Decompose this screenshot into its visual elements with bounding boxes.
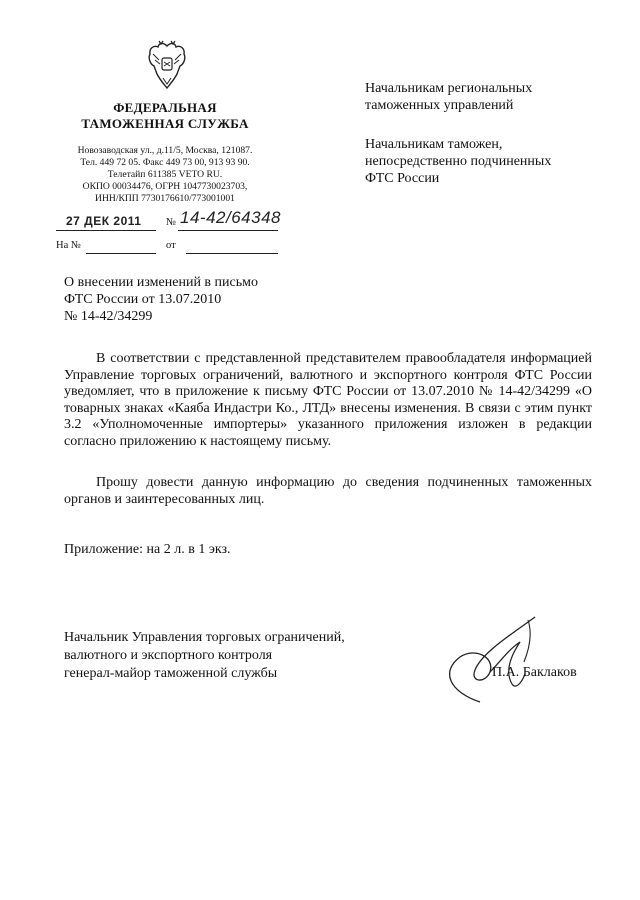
subject-line: № 14-42/34299 [64,309,153,324]
signature-title-line1: Начальник Управления торговых ограничений, [64,630,345,645]
handwritten-signature [420,612,570,707]
signer-name: П.А. Баклаков [492,665,577,680]
reference-number-line [86,253,156,254]
okpo-line: ОКПО 00034476, ОГРН 1047730023703, [82,181,248,192]
reference-date-label: от [166,240,176,251]
coat-of-arms-emblem [145,40,189,92]
number-underline [178,230,278,231]
organization-name-line1: ФЕДЕРАЛЬНАЯ [113,100,217,115]
reference-number-label: На № [56,240,81,251]
registration-number: 14-42/64348 [180,208,281,227]
recipient-line: таможенных управлений [365,98,514,113]
registration-date: 27 ДЕК 2011 [66,214,142,228]
recipient-line: непосредственно подчиненных [365,154,552,169]
body-paragraph-2: Прошу довести данную информацию до сведения подчиненных таможенных органов и заинтересованных лиц. [64,475,592,507]
organization-name-line2: ТАМОЖЕННАЯ СЛУЖБА [81,116,249,131]
address-line: Новозаводская ул., д.11/5, Москва, 121087. [77,145,253,156]
subject-line: ФТС России от 13.07.2010 [64,292,222,307]
body-paragraph-1: В соответствии с представленной представителем правообладателя информацией Управление торговых ограничений, валютного и экспортного контроля ФТС России уведомляет, что в приложение к письму ФТС России от 13.07.2010 № 14-42/34299 «О товарных знаках «Каяба Индастри Ко., ЛТД» внесены изменения. В связи с этим пункт 3.2 «Уполномоченные импортеры» указанного приложения изложен в редакции согласно приложению к настоящему письму. [64,351,592,449]
attachment-note: Приложение: на 2 л. в 1 экз. [64,542,231,557]
teletype-line: Телетайп 611385 VETO RU. [107,169,223,180]
phone-line: Тел. 449 72 05. Факс 449 73 00, 913 93 90. [80,157,250,168]
reference-date-line [186,253,278,254]
subject-line: О внесении изменений в письмо [64,275,258,290]
recipient-line: ФТС России [365,171,440,186]
signature-title-line3: генерал-майор таможенной службы [64,666,278,681]
recipient-line: Начальникам региональных [365,81,533,96]
inn-line: ИНН/КПП 7730176610/773001001 [95,193,235,204]
recipient-line: Начальникам таможен, [365,137,503,152]
number-prefix: № [166,217,177,228]
signature-title-line2: валютного и экспортного контроля [64,648,273,663]
date-underline [56,230,156,231]
